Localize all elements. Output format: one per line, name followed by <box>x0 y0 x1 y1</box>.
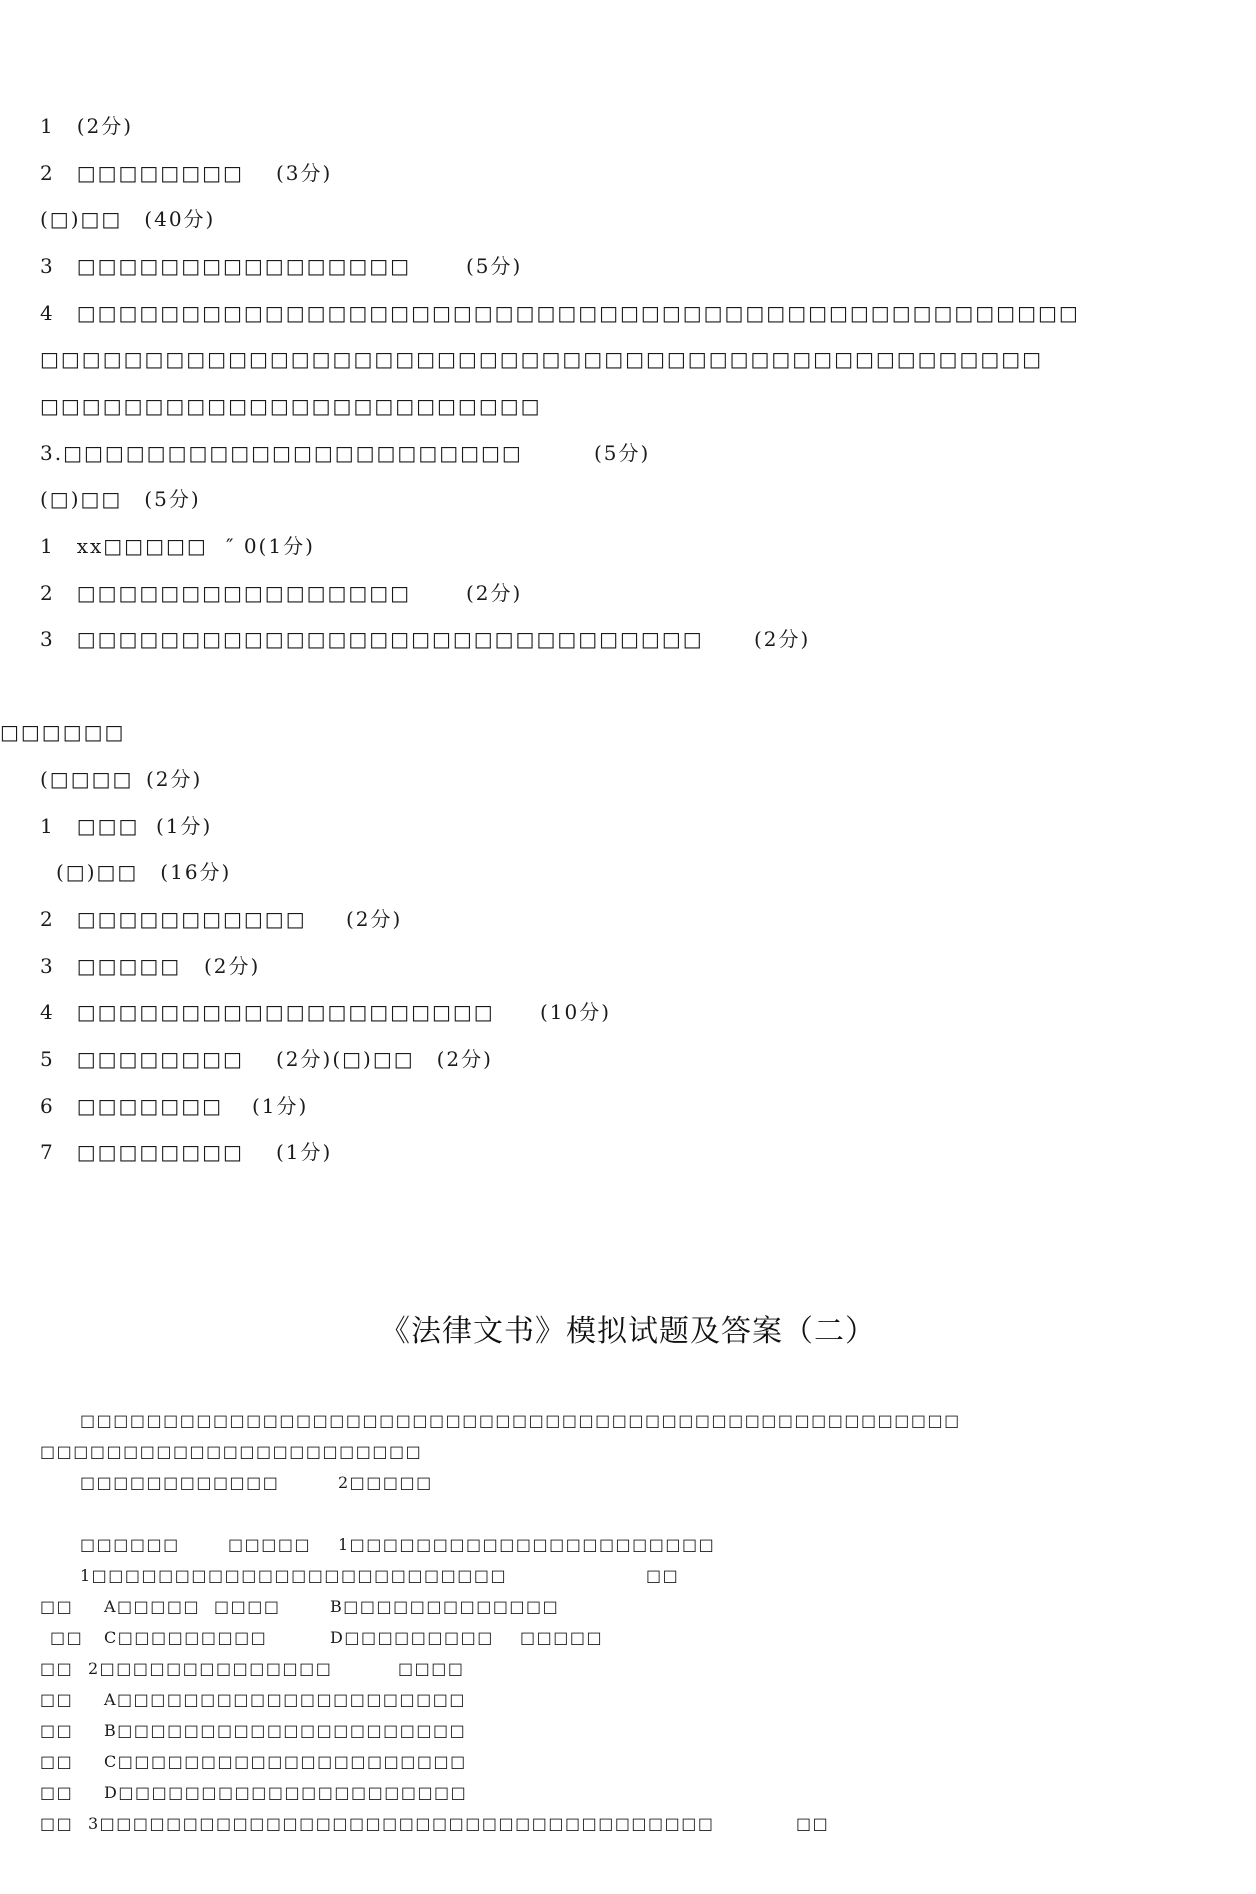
answer-score: (5分) <box>594 441 651 465</box>
instruction-line: □□□□□ <box>228 1535 312 1554</box>
question-stem: 3□□□□□□□□□□□□□□□□□□□□□□□□□□□□□□□□□□□□□ <box>88 1814 715 1833</box>
option-prefix: □□ <box>40 1783 74 1802</box>
option-prefix: □□ <box>50 1628 84 1647</box>
answer-line: (□)□□ (16分) <box>56 860 232 884</box>
answer-line: 7 □□□□□□□□ <box>40 1140 244 1164</box>
option-prefix: □□ <box>40 1659 74 1678</box>
answer-line: 2 □□□□□□□□□□□ <box>40 907 307 931</box>
answer-line: 2 □□□□□□□□□□□□□□□□ <box>40 581 412 605</box>
option-prefix: □□ <box>40 1814 74 1833</box>
option-c: C□□□□□□□□□ <box>104 1628 268 1647</box>
answer-line: (□)□□ (5分) <box>40 487 201 511</box>
answer-score: (2分) <box>146 767 203 791</box>
answer-score: (2分) <box>346 907 403 931</box>
answer-score: (5分) <box>466 254 523 278</box>
answer-line: 1 xx□□□□□ <box>40 534 208 558</box>
question-blank: □□ <box>646 1566 680 1585</box>
answer-score: (1分) <box>276 1140 333 1164</box>
option-a: A□□□□□ <box>104 1597 201 1616</box>
answer-line: 4 □□□□□□□□□□□□□□□□□□□□□□□□□□□□□□□□□□□□□□□□□□□□□□□□ <box>40 301 1080 325</box>
answer-line: 4 □□□□□□□□□□□□□□□□□□□□ <box>40 1000 495 1024</box>
option-d: D□□□□□□□□□□□□□□□□□□□□□ <box>104 1783 468 1802</box>
answer-line: (□)□□ (40分) <box>40 207 216 231</box>
answer-line: 3 □□□□□□□□□□□□□□□□□□□□□□□□□□□□□□ <box>40 627 704 651</box>
answer-line: □□□□□□□□□□□□□□□□□□□□□□□□□□□□□□□□□□□□□□□□□□□□□□□□ <box>40 347 1044 371</box>
answer-score: (1分) <box>156 814 213 838</box>
option-b: B□□□□□□□□□□□□□□□□□□□□□ <box>104 1721 467 1740</box>
answer-score: (2分) <box>754 627 811 651</box>
option-c: C□□□□□□□□□□□□□□□□□□□□□ <box>104 1752 467 1771</box>
answer-score: ″ 0(1分) <box>226 534 315 558</box>
option-b: B□□□□□□□□□□□□□ <box>330 1597 560 1616</box>
option-d: D□□□□□□□□□ <box>330 1628 494 1647</box>
answer-line: 6 □□□□□□□ <box>40 1094 223 1118</box>
answer-line: 1 (2分) <box>40 114 134 138</box>
section-line: 2□□□□□ <box>338 1473 433 1492</box>
option-prefix: □□ <box>40 1721 74 1740</box>
intro-line: □□□□□□□□□□□□□□□□□□□□□□□ <box>40 1442 423 1461</box>
answer-line: 5 □□□□□□□□ <box>40 1047 244 1071</box>
instruction-line: □□□□□□ <box>80 1535 180 1554</box>
option-prefix: □□ <box>40 1597 74 1616</box>
exam-title: 《法律文书》模拟试题及答案（二） <box>380 1314 876 1349</box>
answer-line: □□□□□□□□□□□□□□□□□□□□□□□□ <box>40 394 542 418</box>
answer-score: (10分) <box>540 1000 612 1024</box>
answer-line: 1 □□□ <box>40 814 140 838</box>
intro-line: □□□□□□□□□□□□□□□□□□□□□□□□□□□□□□□□□□□□□□□□□□□□□□□□□□□□□ <box>80 1411 961 1430</box>
answer-line: 3 □□□□□□□□□□□□□□□□ <box>40 254 412 278</box>
instruction-line: 1□□□□□□□□□□□□□□□□□□□□□□ <box>338 1535 716 1554</box>
question-stem: 2□□□□□□□□□□□□□□ <box>88 1659 333 1678</box>
option-a-tail: □□□□ <box>214 1597 281 1616</box>
option-prefix: □□ <box>40 1752 74 1771</box>
answer-score: (1分) <box>252 1094 309 1118</box>
question-stem: 1□□□□□□□□□□□□□□□□□□□□□□□□□ <box>80 1566 508 1585</box>
answer-line: 3.□□□□□□□□□□□□□□□□□□□□□□ <box>40 441 523 465</box>
answer-score: (2分) <box>466 581 523 605</box>
answer-score: (2分)(□)□□ (2分) <box>276 1047 493 1071</box>
option-tail: □□□□□ <box>520 1628 604 1647</box>
question-tail: □□□□ <box>398 1659 465 1678</box>
option-a: A□□□□□□□□□□□□□□□□□□□□□ <box>104 1690 467 1709</box>
answer-score: (2分) <box>204 954 261 978</box>
answer-line: 2 □□□□□□□□ <box>40 161 244 185</box>
section-line: □□□□□□□□□□□□ <box>80 1473 280 1492</box>
question-blank: □□ <box>796 1814 830 1833</box>
answer-line: (□□□□ <box>40 767 134 791</box>
answer-line: 3 □□□□□ <box>40 954 182 978</box>
section-heading: □□□□□□ <box>0 720 126 744</box>
option-prefix: □□ <box>40 1690 74 1709</box>
answer-score: (3分) <box>276 161 333 185</box>
